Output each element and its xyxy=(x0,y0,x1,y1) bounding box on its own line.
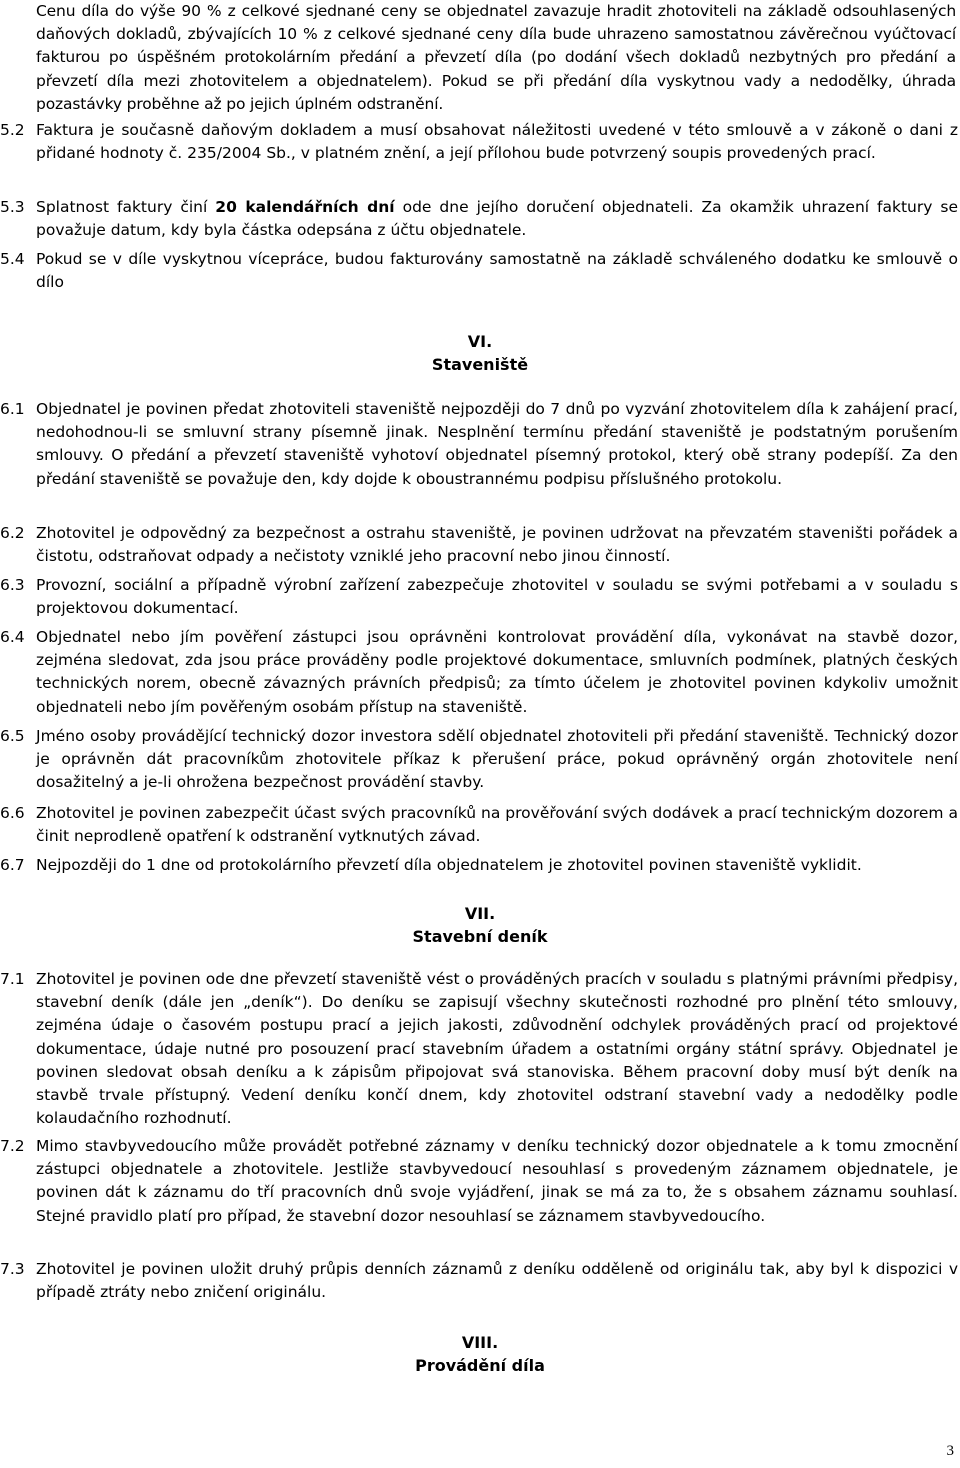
section-title: Stavební deník xyxy=(412,927,548,946)
clause-7-1 xyxy=(0,968,960,1130)
clause-text: Zhotovitel je povinen ode dne převzetí staveniště vést o prováděných pracích v souladu s platnými právními předpisy, stavební deník (dále jen „deník“). Do deníku se zapisují všechny skutečnosti rozhodné pro plnění této smlouvy, zejména údaje o časovém postupu prací a jejich jakosti, zdůvodnění odchylek prováděných prací od projektové dokumentace, údaje nutné pro posouzení prací stavebním úřadem a ostatními orgány státní správy. Objednatel je povinen sledovat obsah deníku a k zápisům připojovat svá stanoviska. Během pracovní doby musí být deník na stavbě trvale přístupný. Vedení deníku končí dnem, kdy zhotovitel odstraní stavební vady a nedodělky podle kolaudačního rozhodnutí. xyxy=(36,970,958,1128)
clause-text: Nejpozději do 1 dne od protokolárního převzetí díla objednatelem je zhotovitel povinen staveniště vyklidit. xyxy=(36,856,862,874)
clause-text: Zhotovitel je povinen zabezpečit účast svých pracovníků na prověřování svých dodávek a prací technickým dozorem a činit neprodleně opatření k odstranění vytknutých závad. xyxy=(36,804,958,846)
clause-number: 5.4 xyxy=(0,250,25,268)
section-heading-7 xyxy=(0,902,960,948)
clause-7-2 xyxy=(0,1135,960,1228)
clause-text: Objednatel je povinen předat zhotoviteli staveniště nejpozději do 7 dnů po vyzvání zhotovitelem díla k zahájení prací, nedohodnou-li se smluvní strany písemně jinak. Nesplnění termínu předání staveniště je podstatným porušením smlouvy. O předání a převzetí staveniště vyhotoví objednatel písemný protokol, který obě strany podepíší. Za den předání staveniště se považuje den, kdy dojde k oboustrannému podpisu příslušného protokolu. xyxy=(36,400,958,488)
clause-number: 6.6 xyxy=(0,804,25,822)
clause-number: 7.3 xyxy=(0,1260,25,1278)
clause-number: 5.3 xyxy=(0,198,25,216)
clause-text-pre: Splatnost faktury činí xyxy=(36,198,216,216)
clause-5-3 xyxy=(0,196,960,242)
clause-number: 6.1 xyxy=(0,400,25,418)
section-roman: VIII. xyxy=(461,1333,499,1352)
page-number: 3 xyxy=(946,1443,954,1459)
clause-number: 6.7 xyxy=(0,856,25,874)
clause-text: Objednatel nebo jím pověření zástupci jsou oprávněni kontrolovat provádění díla, vykonávat na stavbě dozor, zejména sledovat, zda jsou práce prováděny podle projektové dokumentace, smluvních podmínek, platných českých technických norem, obecně závazných právních předpisů; za tímto účelem je zhotovitel povinen kdykoliv umožnit objednateli nebo jím pověřeným osobám přístup na staveniště. xyxy=(36,628,958,716)
section-title: Staveniště xyxy=(431,355,529,374)
clause-5-2 xyxy=(0,119,960,165)
clause-text: Provozní, sociální a případně výrobní zařízení zabezpečuje zhotovitel v souladu se svými potřebami a v souladu s projektovou dokumentací. xyxy=(36,576,958,618)
clause-6-7 xyxy=(0,854,960,877)
clause-number: 6.4 xyxy=(0,628,25,646)
section-roman: VI. xyxy=(467,332,493,351)
clause-text: Jméno osoby provádějící technický dozor investora sdělí objednatel zhotoviteli při předání staveniště. Technický dozor je oprávněn dát pracovníkům zhotovitele příkaz k přerušení práce, pokud oprávněný orgán zhotovitele není dosažitelný a je-li ohrožena bezpečnost provádění stavby. xyxy=(36,727,958,792)
clause-text: Faktura je současně daňovým dokladem a musí obsahovat náležitosti uvedené v této smlouvě a v zákoně o dani z přidané hodnoty č. 235/2004 Sb., v platném znění, a její přílohou bude potvrzený soupis provedených prací. xyxy=(36,121,958,163)
clause-6-4 xyxy=(0,626,960,719)
clause-7-3 xyxy=(0,1258,960,1304)
section-roman: VII. xyxy=(464,904,496,923)
clause-6-3 xyxy=(0,574,960,620)
clause-text: Zhotovitel je povinen uložit druhý průpis denních záznamů z deníku odděleně od originálu tak, aby byl k dispozici v případě ztráty nebo zničení originálu. xyxy=(36,1260,958,1302)
section-title: Provádění díla xyxy=(415,1356,545,1375)
clause-text: Pokud se v díle vyskytnou vícepráce, budou fakturovány samostatně na základě schváleného dodatku ke smlouvě o dílo xyxy=(36,250,958,292)
clause-text: Zhotovitel je odpovědný za bezpečnost a ostrahu staveniště, je povinen udržovat na převzatém staveništi pořádek a čistotu, odstraňovat odpady a nečistoty vzniklé jeho pracovní nebo jinou činností. xyxy=(36,524,958,566)
clause-text: Mimo stavbyvedoucího může provádět potřebné záznamy v deníku technický dozor objednatele a k tomu zmocnění zástupci objednatele a zhotovitele. Jestliže stavbyvedoucí nesouhlasí s provedeným záznamem objednatele, je povinen dát k záznamu do tří pracovních dnů svoje vyjádření, jinak se má za to, že s obsahem záznamu souhlasí. Stejné pravidlo platí pro případ, že stavební dozor nesouhlasí se záznamem stavbyvedoucího. xyxy=(36,1137,958,1225)
section-heading-8 xyxy=(0,1331,960,1377)
clause-6-2 xyxy=(0,522,960,568)
payment-term: 20 kalendářních dní xyxy=(215,198,395,216)
clause-number: 7.1 xyxy=(0,970,25,988)
clause-text-post: ode dne jejího doručení objednateli. Za okamžik uhrazení faktury se považuje datum, kdy byla částka odepsána z účtu objednatele. xyxy=(36,198,959,240)
clause-5-4 xyxy=(0,248,960,294)
clause-6-1 xyxy=(0,398,960,491)
clause-number: 7.2 xyxy=(0,1137,25,1155)
clause-number: 6.3 xyxy=(0,576,25,594)
clause-number: 6.2 xyxy=(0,524,25,542)
intro-paragraph xyxy=(36,0,958,116)
intro-text: Cenu díla do výše 90 % z celkové sjednané ceny se objednatel zavazuje hradit zhotoviteli na základě odsouhlasených daňových dokladů, zbývajících 10 % z celkové sjednané ceny díla bude uhrazeno samostatnou závěrečnou vyúčtovací fakturou po úspěšném protokolárním předání a převzetí díla (po dodání všech dokladů nezbytných pro předání a převzetí díla mezi zhotovitelem a objednatelem). Pokud se při předání díla vyskytnou vady a nedodělky, úhrada pozastávky proběhne až po jejich úplném odstranění. xyxy=(36,2,956,113)
clause-number: 6.5 xyxy=(0,727,25,745)
section-heading-6 xyxy=(0,330,960,376)
clause-6-5 xyxy=(0,725,960,795)
clause-6-6 xyxy=(0,802,960,848)
clause-number: 5.2 xyxy=(0,121,25,139)
